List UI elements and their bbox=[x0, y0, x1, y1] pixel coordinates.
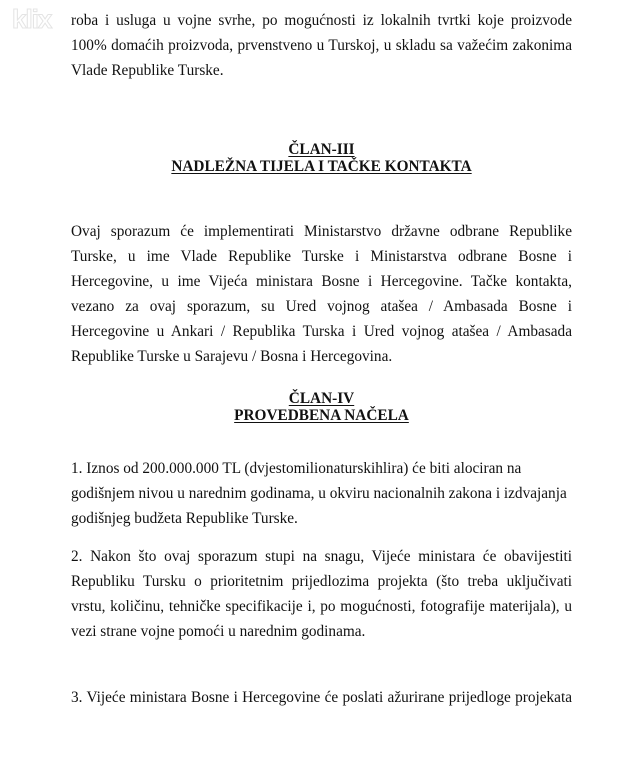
intro-paragraph: roba i usluga u vojne svrhe, po mogućnosti iz lokalnih tvrtki koje proizvode 100% domaćih proizvoda, prvenstveno u Turskoj, u skladu sa važećim zakonima Vlade Republike Turske. bbox=[71, 12, 572, 79]
article-3-title: NADLEŽNA TIJELA I TAČKE KONTAKTA bbox=[171, 158, 472, 175]
article-3-number: ČLAN-III bbox=[288, 141, 355, 158]
article-4-item-2: 2. Nakon što ovaj sporazum stupi na snagu, Vijeće ministara će obavijestiti Republiku Tursku o prioritetnim prijedlozima projekta (što treba uključivati vrstu, količinu, tehničke specifikacije i, po mogućnosti, fotografije materijala), u vezi strane vojne pomoći u narednim godinama. bbox=[71, 548, 572, 640]
klix-watermark-logo: klix bbox=[12, 4, 52, 34]
article-4-heading bbox=[71, 390, 572, 424]
article-3-paragraph: Ovaj sporazum će implementirati Ministarstvo državne odbrane Republike Turske, u ime Vlade Republike Turske i Ministarstva odbrane Bosne i Hercegovine, u ime Vijeća ministara Bosne i Hercegovine. Tačke kontakta, vezano za ovaj sporazum, su Ured vojnog atašea / Ambasada Bosne i Hercegovine u Ankari / Republika Turska i Ured vojnog atašea / Ambasada Republike Turske u Sarajevu / Bosna i Hercegovina. bbox=[71, 223, 572, 365]
article-4-title: PROVEDBENA NAČELA bbox=[234, 407, 409, 424]
article-3-heading bbox=[71, 141, 572, 175]
article-4-number: ČLAN-IV bbox=[288, 390, 355, 407]
article-4-item-1: 1. Iznos od 200.000.000 TL (dvjestomilionaturskihlira) će biti alociran na godišnjem nivou u narednim godinama, u okviru nacionalnih zakona i izdvajanja godišnjeg budžeta Republike Turske. bbox=[71, 460, 567, 527]
article-4-item-3: 3. Vijeće ministara Bosne i Hercegovine će poslati ažurirane prijedloge projekata bbox=[71, 689, 572, 706]
